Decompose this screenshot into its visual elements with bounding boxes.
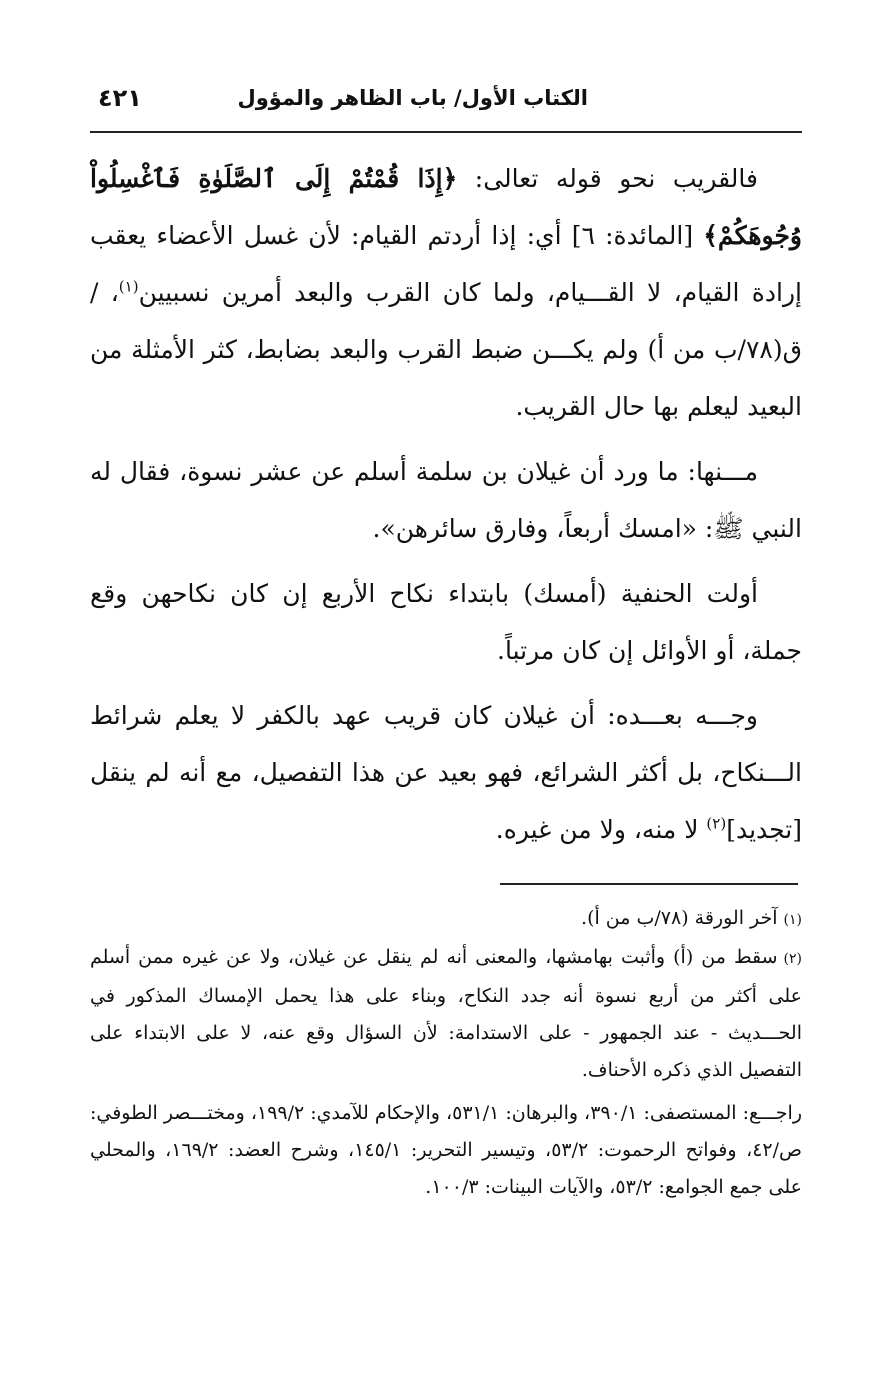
paragraph-ending: لا منه، ولا من غيره. bbox=[495, 815, 707, 844]
footnote-number: (١) bbox=[783, 912, 802, 928]
paragraph-hanafi-interpretation: أولت الحنفية (أمسك) بابتداء نكاح الأربع إن كان نكاحهن وقع جملة، أو الأوائل إن كان مرتباً. bbox=[90, 579, 802, 665]
page-number: ٤٢١ bbox=[98, 84, 142, 112]
main-text bbox=[90, 150, 802, 858]
paragraph-continuation: ، / ق(٧٨/ب من أ) ولم يكـــن ضبط القرب والبعد بضابط، كثر الأمثلة من البعيد ليعلم بها حال القريب. bbox=[90, 278, 802, 421]
paragraph-text: وجـــه بعـــده: أن غيلان كان قريب عهد بالكفر لا يعلم شرائط الـــنكاح، بل أكثر الشرائع، فهو بعيد عن هذا التفصيل، مع أنه لم ينقل [تجديد] bbox=[90, 701, 802, 844]
footnote-2 bbox=[90, 939, 802, 1089]
paragraph-ghaylan-hadith: مـــنها: ما ورد أن غيلان بن سلمة أسلم عن عشر نسوة، فقال له النبي ﷺ: «امسك أربعاً، وفارق سائرهن». bbox=[90, 457, 802, 543]
paragraph-lead: فالقريب نحو قوله تعالى: bbox=[457, 164, 758, 193]
footnote-marker-1: (١) bbox=[118, 277, 139, 296]
running-header bbox=[90, 82, 802, 122]
footnote-number: (٢) bbox=[783, 951, 802, 967]
footnotes bbox=[90, 900, 802, 1206]
quran-verse: ﴿إِذَا قُمْتُمْ إِلَى ٱلصَّلَوٰةِ فَٱغْسِلُواْ وُجُوهَكُمْ﴾ bbox=[90, 164, 802, 250]
footnote-1 bbox=[90, 900, 802, 939]
header-rule bbox=[90, 131, 802, 133]
running-title: الكتاب الأول/ باب الظاهر والمؤول bbox=[237, 86, 588, 110]
footnote-text: آخر الورقة (٧٨/ب من أ). bbox=[581, 907, 778, 929]
footnote-marker-2: (٢) bbox=[706, 814, 727, 833]
paragraph-reason-remoteness bbox=[90, 687, 802, 858]
paragraph-near-example bbox=[90, 150, 802, 435]
footnote-rule bbox=[500, 883, 798, 885]
footnote-text: سقط من (أ) وأثبت بهامشها، والمعنى أنه لم ينقل عن غيلان، ولا عن غيره ممن أسلم على أكثر من أربع نسوة أنه جدد النكاح، وبناء على هذا يحمل الإمساك المذكور في الحـــديث - عند الجمهور - على الاستدامة: لأن السؤال وقع عنه، لا على الابتداء على التفصيل الذي ذكره الأحناف. bbox=[90, 946, 802, 1081]
verse-reference: [المائدة: ٦] أي: إذا أردتم القيام: لأن غسل الأعضاء يعقب إرادة القيام، لا القـــيام، ولما كان القرب والبعد أمرين نسبيين bbox=[90, 221, 802, 307]
footnote-references: راجـــع: المستصفى: ٣٩٠/١، والبرهان: ٥٣١/١، والإحكام للآمدي: ١٩٩/٢، ومختـــصر الطوفي: ص/٤٢، وفواتح الرحموت: ٥٣/٢، وتيسير التحرير: ١٤٥/١، وشرح العضد: ١٦٩/٢، والمحلي على جمع الجوامع: ٥٣/٢، والآيات البينات: ١٠٠/٣. bbox=[89, 1102, 803, 1198]
